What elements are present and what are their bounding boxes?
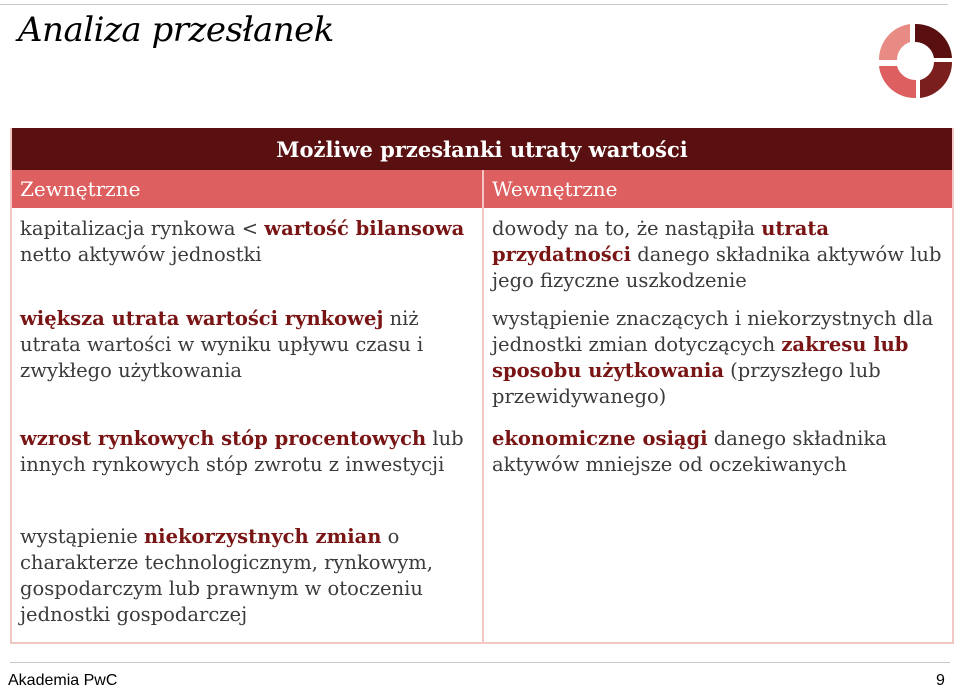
internal-heading: Wewnętrzne — [482, 170, 952, 208]
body-text: dowody na to, że nastąpiła — [492, 217, 762, 240]
pwc-circular-arrows-icon — [870, 12, 960, 112]
external-item — [20, 524, 474, 642]
body-text: niż utrata wartości w wyniku upływu czasu i zwykłego użytkowania — [20, 307, 424, 382]
top-rule — [0, 4, 948, 5]
internal-item — [492, 426, 944, 486]
body-text: wystąpienie — [20, 525, 144, 548]
body-text: danego składnika aktywów mniejsze od oczekiwanych — [492, 427, 887, 476]
footer-rule — [10, 662, 950, 663]
emphasis-text: utrata przydatności — [492, 217, 829, 266]
body-text: kapitalizacja rynkowa < — [20, 217, 265, 240]
external-column — [12, 208, 482, 642]
internal-column — [482, 208, 952, 642]
external-item — [20, 216, 474, 306]
body-text: o charakterze technologicznym, rynkowym, gospodarczym lub prawnym w otoczeniu jednostki gospodarczej — [20, 525, 433, 626]
emphasis-text: zakresu lub sposobu użytkowania — [492, 333, 909, 382]
emphasis-text: ekonomiczne osiągi — [492, 427, 708, 450]
table-subheader — [12, 170, 952, 208]
slide-title: Analiza przesłanek — [18, 10, 334, 50]
external-item — [20, 426, 474, 524]
external-heading: Zewnętrzne — [20, 177, 141, 201]
body-text: (przyszłego lub przewidywanego) — [492, 359, 881, 408]
footer-label: Akademia PwC — [8, 672, 118, 689]
body-text: danego składnika aktywów lub jego fizyczne uszkodzenie — [492, 243, 942, 292]
table-body — [12, 208, 952, 642]
table-header: Możliwe przesłanki utraty wartości — [12, 128, 952, 170]
emphasis-text: wzrost rynkowych stóp procentowych — [20, 427, 427, 450]
body-text: wystąpienie znaczących i niekorzystnych dla jednostki zmian dotyczących — [492, 307, 934, 356]
internal-item — [492, 216, 944, 306]
internal-item — [492, 306, 944, 426]
body-text: lub innych rynkowych stóp zwrotu z inwestycji — [20, 427, 464, 476]
premises-table — [10, 128, 954, 644]
emphasis-text: niekorzystnych zmian — [143, 525, 382, 548]
body-text: netto aktywów jednostki — [20, 243, 262, 266]
emphasis-text: wartość bilansowa — [264, 217, 465, 240]
external-item — [20, 306, 474, 426]
page-number: 9 — [936, 672, 945, 689]
emphasis-text: większa utrata wartości rynkowej — [20, 307, 384, 330]
